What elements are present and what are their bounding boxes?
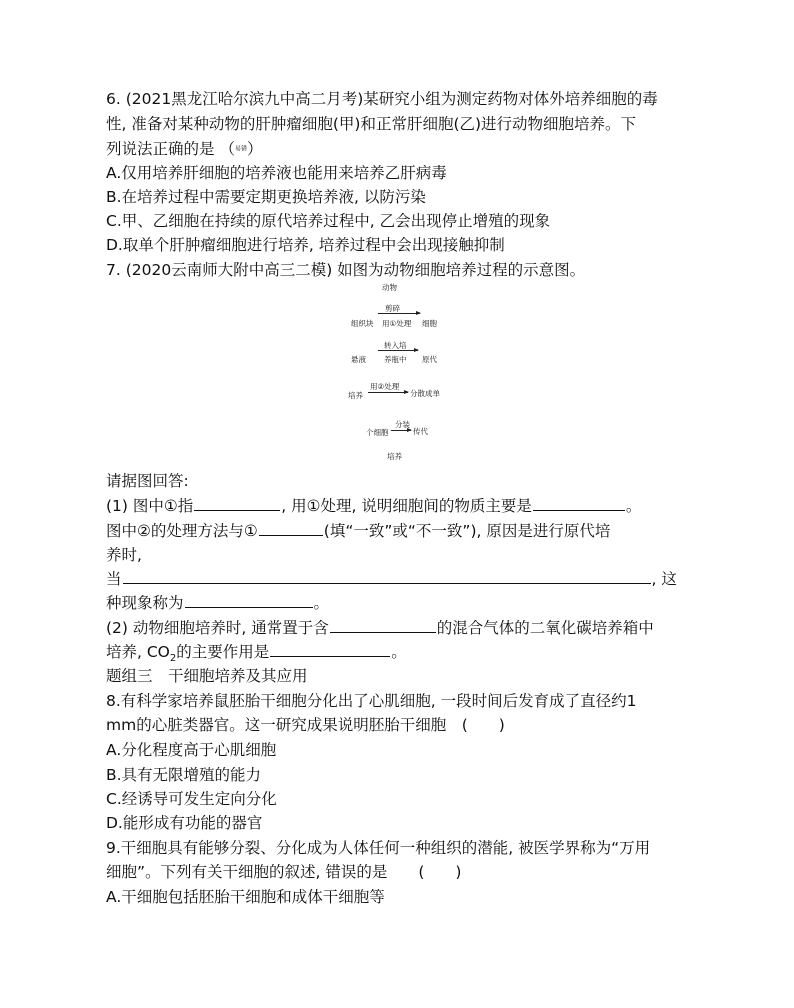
q7-sub2-line2-c: 。 — [391, 643, 407, 661]
q8-option-b: B.具有无限增殖的能力 — [106, 766, 262, 784]
q7-blank-1[interactable] — [194, 495, 280, 511]
q8-option-c: C.经诱导可发生定向分化 — [106, 790, 277, 808]
q7-sub1-line3: 养时, — [106, 546, 142, 564]
diagram-suspension: 悬液 — [351, 355, 366, 364]
diagram-arrow-2 — [378, 350, 418, 351]
q8-stem-line2: mm的心脏类器官。这一研究成果说明胚胎干细胞 ( ) — [106, 716, 505, 734]
diagram-animal: 动物 — [382, 283, 397, 292]
q7-sub2-line1 — [106, 617, 654, 639]
q7-sub1-line4-b: , 这 — [651, 570, 677, 588]
diagram-arrow-4 — [391, 430, 411, 431]
q8-option-d: D.能形成有功能的器官 — [106, 814, 263, 832]
q8-option-a: A.分化程度高于心肌细胞 — [106, 741, 277, 759]
diagram-disperse: 分散成单 — [410, 389, 440, 398]
q7-sub2-text-a: (2) 动物细胞培养时, 通常置于含 — [106, 619, 329, 637]
diagram-passage: 传代 — [413, 427, 428, 436]
diagram-cells: 细胞 — [422, 319, 437, 328]
q7-sub2-line2-b: 的主要作用是 — [176, 643, 270, 661]
diagram-arrow-1 — [378, 313, 420, 314]
q7-sub1-line5 — [106, 592, 329, 614]
diagram-arrow4-label: 分装 — [395, 420, 410, 429]
diagram-arrow-3 — [368, 392, 408, 393]
q7-prompt: 请据图回答: — [106, 472, 189, 490]
diagram-arrow3-label: 用②处理 — [370, 382, 400, 391]
q7-sub1-text-b: , 用①处理, 说明细胞间的物质主要是 — [281, 497, 532, 515]
q6-error-prone-tag: 易错 — [234, 145, 247, 153]
q9-stem-line2: 细胞”。下列有关干细胞的叙述, 错误的是 ( ) — [106, 863, 462, 881]
q6-answer-paren-open: （ — [219, 140, 235, 158]
q6-option-d: D.取单个肝肿瘤细胞进行培养, 培养过程中会出现接触抑制 — [106, 236, 505, 254]
q7-sub1-line2-b: (填“一致”或“不一致”), 原因是进行原代培 — [323, 522, 611, 540]
diagram-tissue-block: 组织块 — [351, 319, 374, 328]
diagram-single-cells: 个细胞 — [366, 428, 389, 437]
group3-heading: 题组三 干细胞培养及其应用 — [106, 667, 308, 685]
q6-stem-text: 列说法正确的是 — [106, 140, 215, 158]
diagram-arrow2-label-bottom: 养瓶中 — [384, 355, 407, 364]
diagram-arrow1-label-bottom: 用①处理 — [382, 319, 412, 328]
q6-stem-line3 — [106, 138, 263, 161]
diagram-primary: 原代 — [422, 355, 437, 364]
q7-sub1-line2-a: 图中②的处理方法与① — [106, 522, 258, 540]
q7-blank-3[interactable] — [259, 520, 323, 536]
co2-subscript: 2 — [169, 653, 177, 665]
q9-stem-line1: 9.干细胞具有能够分裂、分化成为人体任何一种组织的潜能, 被医学界称为“万用 — [106, 839, 651, 857]
q7-sub1-line2 — [106, 520, 610, 542]
q7-blank-5[interactable] — [185, 592, 313, 608]
q6-stem-line2: 性, 准备对某种动物的肝肿瘤细胞(甲)和正常肝细胞(乙)进行动物细胞培养。下 — [106, 115, 637, 133]
diagram-culture-1: 培养 — [348, 391, 363, 400]
q7-blank-4[interactable] — [123, 568, 651, 584]
q6-option-b: B.在培养过程中需要定期更换培养液, 以防污染 — [106, 188, 426, 206]
q7-blank-6[interactable] — [330, 617, 436, 633]
q7-sub1-line4 — [106, 568, 677, 590]
q9-option-a: A.干细胞包括胚胎干细胞和成体干细胞等 — [106, 888, 385, 906]
q7-sub1-line4-a: 当 — [106, 570, 122, 588]
q7-sub1-text-a: (1) 图中①指 — [106, 497, 194, 515]
diagram-culture-2: 培养 — [387, 452, 402, 461]
diagram-arrow2-label-top: 转入培 — [384, 341, 407, 350]
q6-answer-paren-close: ） — [246, 140, 263, 158]
diagram-arrow1-label-top: 剪碎 — [385, 304, 400, 313]
q7-sub2-text-b: 的混合气体的二氧化碳培养箱中 — [436, 619, 654, 637]
q8-stem-line1: 8.有科学家培养鼠胚胎干细胞分化出了心肌细胞, 一段时间后发育成了直径约1 — [106, 692, 637, 710]
q6-option-a: A.仅用培养肝细胞的培养液也能用来培养乙肝病毒 — [106, 164, 447, 182]
q6-stem-line1: 6. (2021黑龙江哈尔滨九中高二月考)某研究小组为测定药物对体外培养细胞的毒 — [106, 90, 658, 108]
cell-culture-diagram — [330, 280, 490, 470]
q7-stem: 7. (2020云南师大附中高三二模) 如图为动物细胞培养过程的示意图。 — [106, 261, 586, 279]
q7-blank-7[interactable] — [270, 641, 390, 657]
q7-sub1-line5-a: 种现象称为 — [106, 594, 184, 612]
q7-sub2-line2-a: 培养, CO — [106, 643, 170, 661]
q6-option-c: C.甲、乙细胞在持续的原代培养过程中, 乙会出现停止增殖的现象 — [106, 212, 551, 230]
q7-blank-2[interactable] — [533, 495, 625, 511]
q7-sub1-line5-b: 。 — [313, 594, 330, 612]
q7-sub1-line1 — [106, 495, 641, 517]
q7-sub1-text-c: 。 — [625, 497, 642, 515]
